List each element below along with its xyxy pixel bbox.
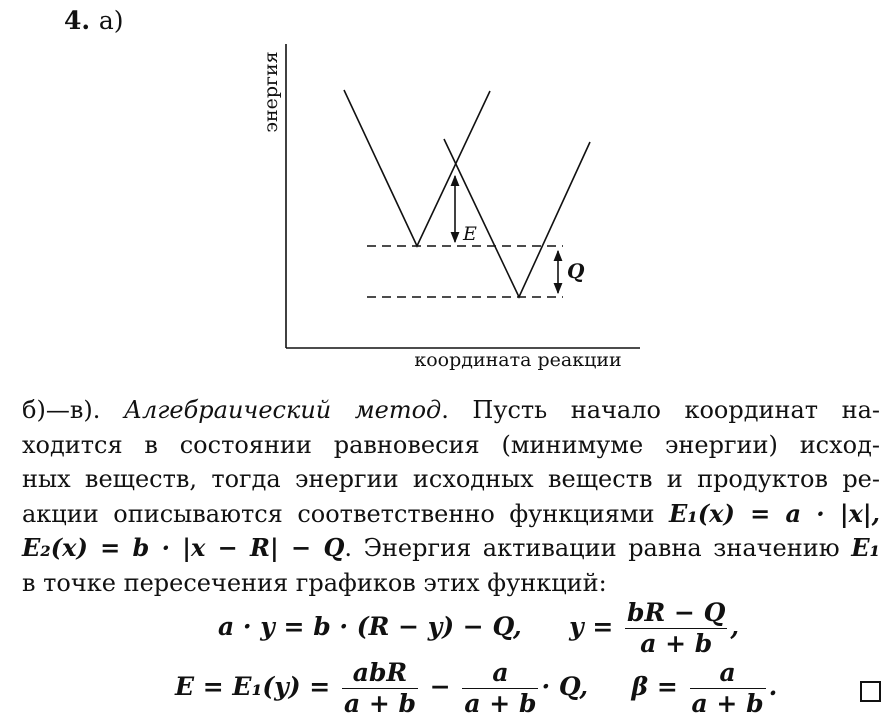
symbol-e1: E₁ xyxy=(851,533,880,562)
problem-number-text: 4. xyxy=(64,6,91,35)
equation-2-beta: β = xyxy=(631,672,678,701)
formula-e2: E₂(x) = b · |x − R| − Q xyxy=(22,533,345,562)
formula-e1: E₁(x) = a · |x|, xyxy=(669,498,880,528)
paragraph-line-4 xyxy=(22,497,880,532)
problem-part: а) xyxy=(98,6,124,35)
paragraph-line-1 xyxy=(22,393,880,428)
label-e: E xyxy=(463,223,477,245)
fraction-a xyxy=(462,658,538,719)
equation-activation xyxy=(175,658,777,719)
line-5-text: . Энергия активации равна значению xyxy=(344,534,852,562)
paragraph-line-3: ных веществ, тогда энергии исходных веществ и продуктов ре- xyxy=(22,465,880,493)
y-axis-label: энергия xyxy=(260,51,282,133)
x-axis-label: координата реакции xyxy=(414,349,622,371)
equation-2-q: · Q, xyxy=(541,672,589,701)
equation-1-end: , xyxy=(730,612,740,641)
fraction-abr xyxy=(342,658,418,719)
equation-1-left: a · y = b · (R − y) − Q, xyxy=(218,612,522,641)
fraction-y-numerator: bR − Q xyxy=(627,598,726,627)
fraction-beta xyxy=(690,658,766,719)
method-name: Алгебраический метод xyxy=(123,396,442,424)
paragraph-line-6: в точке пересечения графиков этих функций: xyxy=(22,568,607,597)
equation-1-y: y = xyxy=(569,612,614,641)
fraction-y xyxy=(625,598,727,659)
paragraph-line-5 xyxy=(22,531,880,566)
end-of-proof-box xyxy=(860,681,881,702)
solution-paragraph xyxy=(22,393,880,600)
fraction-abr-numerator: abR xyxy=(342,658,418,689)
fraction-abr-denominator: a + b xyxy=(343,689,417,718)
line-4-text: акции описываются соответственно функциями xyxy=(22,499,670,528)
equation-2-left: E = E₁(y) = xyxy=(175,672,331,701)
fraction-beta-numerator: a xyxy=(690,658,766,689)
paragraph-line-2: ходится в состоянии равновесия (минимуме энергии) исход- xyxy=(22,430,880,459)
fraction-y-denominator: a + b xyxy=(640,629,713,658)
fraction-a-numerator: a xyxy=(462,658,538,689)
part-label: б)—в). xyxy=(22,396,124,424)
equation-2-minus: − xyxy=(429,672,451,701)
label-q: Q xyxy=(567,259,585,283)
fraction-beta-denominator: a + b xyxy=(691,689,764,718)
equation-2-end: . xyxy=(768,672,778,701)
fraction-a-denominator: a + b xyxy=(464,689,537,718)
line-1-text: . Пусть начало координат на- xyxy=(441,396,880,424)
equation-intersection xyxy=(218,598,739,659)
